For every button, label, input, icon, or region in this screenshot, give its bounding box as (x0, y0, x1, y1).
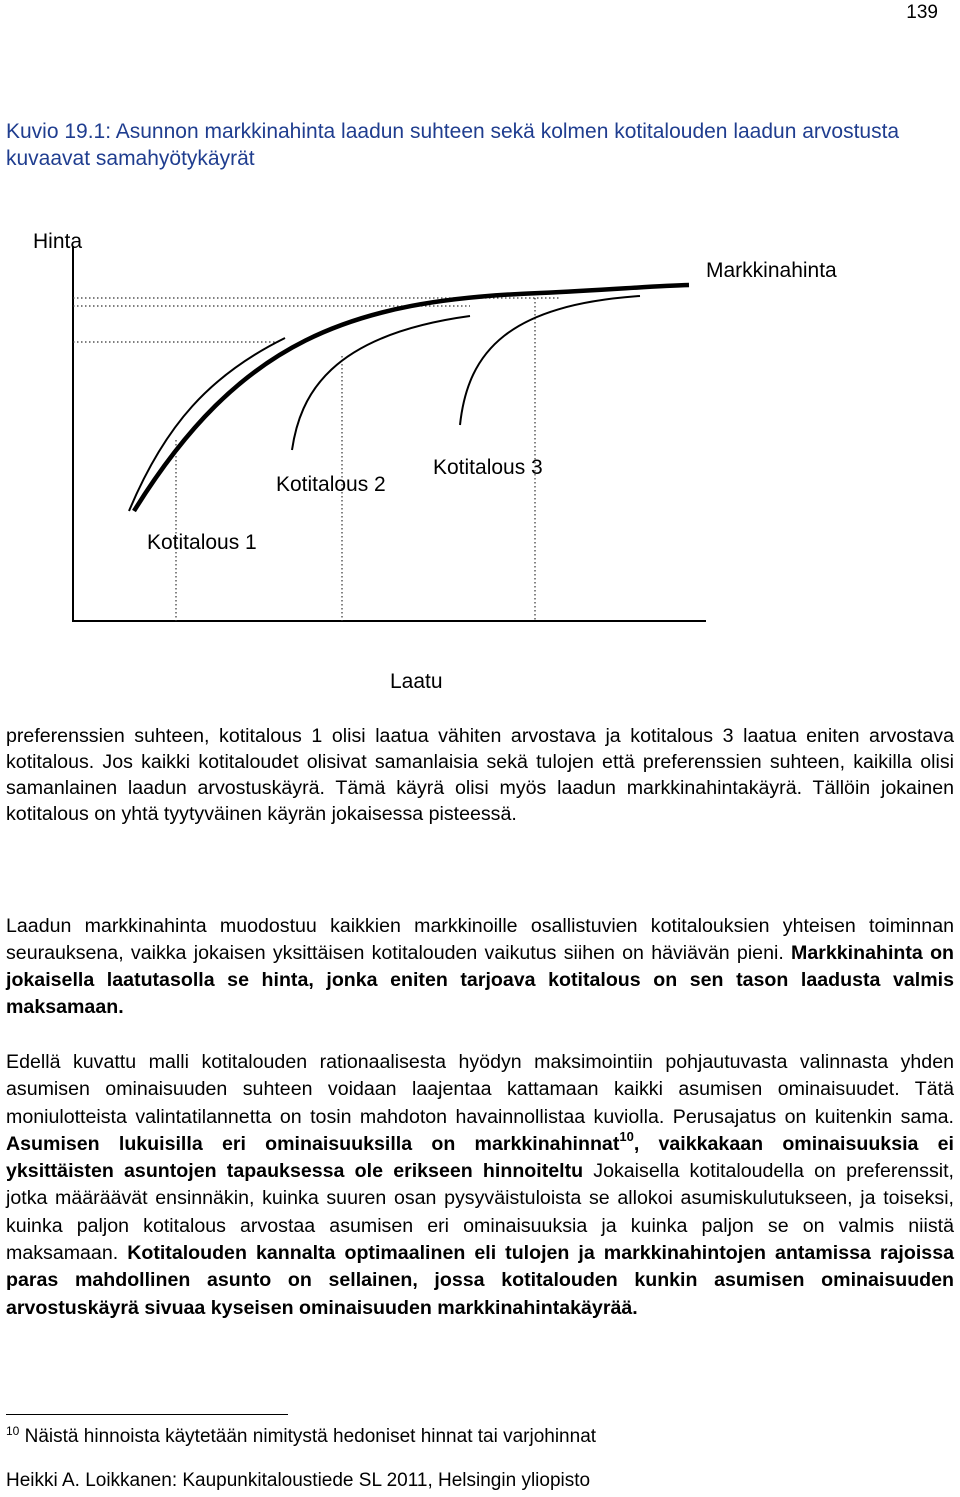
footnote-ref: 10 (619, 1128, 634, 1144)
footnote-divider (6, 1414, 288, 1415)
footnote (6, 1426, 596, 1448)
household-3-label: Kotitalous 3 (433, 456, 543, 479)
y-axis-label: Hinta (33, 230, 83, 253)
paragraph-3-bold-2: , vaikkakaan ominaisuuksia ei yksittäisten asuntojen tapauksessa ole erikseen hinnoiteltu (6, 1132, 954, 1183)
page-number: 139 (906, 2, 938, 23)
household-2-label: Kotitalous 2 (276, 473, 386, 496)
household-3-curve (460, 296, 640, 425)
figure-caption: Kuvio 19.1: Asunnon markkinahinta laadun suhteen sekä kolmen kotitalouden laadun arvostusta kuvaavat samahyötykäyrät (6, 120, 900, 170)
footnote-number: 10 (6, 1424, 20, 1438)
paragraph-3-text-2: Jokaisella kotitaloudella on preferenssit, jotka määräävät ensinnäkin, kuinka suuren osan pysyväistuloista se allokoi asumiskulutukseen, ja toiseksi, kuinka paljon kotitalous arvostaa asumisen eri ominaisuuksia ja kuinka paljon se on valmis niistä maksamaan. (6, 1160, 954, 1265)
paragraph-1-text: preferenssien suhteen, kotitalous 1 olisi laatua vähiten arvostava ja kotitalous 3 laatua eniten arvostava kotitalous. Jos kaikki kotitaloudet olisivat samanlaisia sekä tulojen että preferenssien suhteen, kaikilla olisi samanlainen laadun arvostuskäyrä. Tämä käyrä olisi myös laadun markkinahintakäyrä. Tällöin jokainen kotitalous on yhtä tyytyväinen käyrän jokaisessa pisteessä. (6, 725, 954, 825)
market-price-curve (134, 285, 689, 511)
paragraph-2-text: Laadun markkinahinta muodostuu kaikkien markkinoille osallistuvien kotitalouksien yhteisen toiminnan seurauksena, vaikka jokaisen yksittäisen kotitalouden vaikutus siihen on häviävän pieni. (6, 915, 954, 964)
paragraph-1 (6, 723, 954, 827)
paragraph-3-text-1: Edellä kuvattu malli kotitalouden rationaalisesta hyödyn maksimointiin pohjautuvasta valinnasta yhden asumisen ominaisuuden suhteen voidaan laajentaa kattamaan kaikki asumisen ominaisuudet. Tätä moniulotteista valintatilannetta on tosin mahdoton havainnollistaa kuviolla. Perusajatus on kuitenkin sama. (6, 1051, 954, 1128)
page-footer: Heikki A. Loikkanen: Kaupunkitaloustiede SL 2011, Helsingin yliopisto (6, 1470, 591, 1491)
indifference-curve-figure (0, 225, 960, 705)
paragraph-3 (6, 1049, 954, 1322)
paragraph-2 (6, 913, 954, 1021)
market-price-label: Markkinahinta (706, 259, 837, 282)
paragraph-3-bold-3: Kotitalouden kannalta optimaalinen eli tulojen ja markkinahintojen antamissa rajoissa paras mahdollinen asunto on sellainen, jossa kotitalouden kunkin asumisen ominaisuuden arvostuskäyrä sivuaa kyseisen ominaisuuden markkinahintakäyrää. (6, 1242, 954, 1319)
footnote-text: Näistä hinnoista käytetään nimitystä hedoniset hinnat tai varjohinnat (24, 1426, 597, 1447)
household-1-label: Kotitalous 1 (147, 531, 257, 554)
x-axis-label: Laatu (390, 670, 443, 693)
paragraph-2-bold: Markkinahinta on jokaisella laatutasolla se hinta, jonka eniten tarjoava kotitalous on sen tason laadusta valmis maksamaan. (6, 942, 955, 1018)
paragraph-3-bold-1: Asumisen lukuisilla eri ominaisuuksilla on markkinahinnat (6, 1132, 620, 1155)
